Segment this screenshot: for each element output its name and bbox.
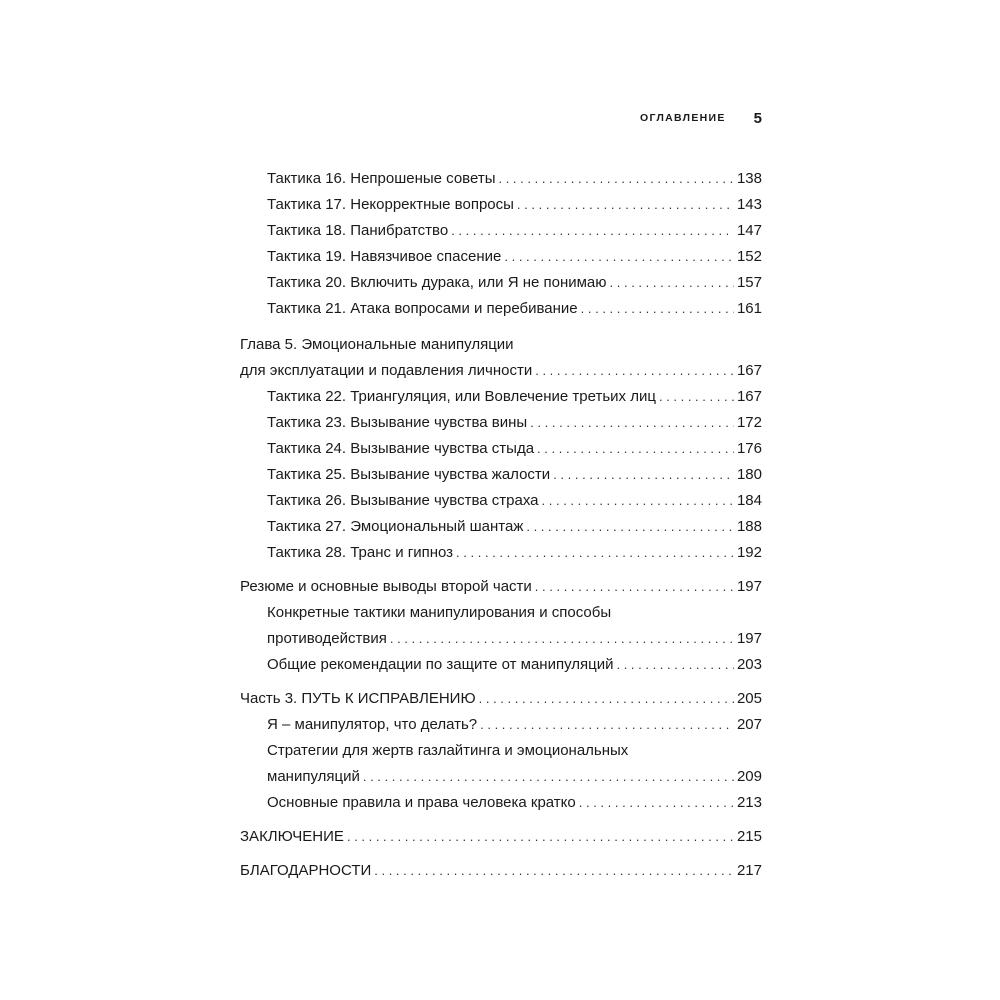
toc-entry-page: 157: [736, 274, 762, 291]
toc-gap: [240, 678, 762, 686]
dot-leader: [616, 652, 734, 678]
toc-entry[interactable]: [240, 296, 762, 322]
dot-leader: [479, 686, 734, 712]
toc-entry-title-line: Стратегии для жертв газлайтинга и эмоциональных: [267, 742, 629, 759]
toc-entry-title: Тактика 21. Атака вопросами и перебивание: [267, 300, 578, 317]
toc-entry-page: 213: [736, 794, 762, 811]
dot-leader: [553, 462, 734, 488]
toc-entry-page: 192: [736, 544, 762, 561]
toc-entry[interactable]: [240, 436, 762, 462]
toc-entry-page: 152: [736, 248, 762, 265]
dot-leader: [451, 218, 734, 244]
dot-leader: [480, 712, 734, 738]
toc-entry-page: 215: [736, 828, 762, 845]
toc-entry-title: для эксплуатации и подавления личности: [240, 362, 533, 379]
dot-leader: [347, 824, 734, 850]
dot-leader: [363, 764, 734, 790]
toc-entry-page: 217: [736, 862, 762, 879]
toc-entry-title: Часть 3. ПУТЬ К ИСПРАВЛЕНИЮ: [240, 690, 476, 707]
dot-leader: [526, 514, 734, 540]
toc-entry-title: Резюме и основные выводы второй части: [240, 578, 532, 595]
running-head-title: ОГЛАВЛЕНИЕ: [640, 112, 726, 124]
dot-leader: [374, 858, 734, 884]
table-of-contents: [240, 166, 762, 884]
toc-entry-page: 167: [736, 388, 762, 405]
toc-gap: [240, 850, 762, 858]
dot-leader: [504, 244, 734, 270]
toc-entry-title: Тактика 17. Некорректные вопросы: [267, 196, 514, 213]
toc-entry-title: Тактика 28. Транс и гипноз: [267, 544, 454, 561]
toc-entry-page: 207: [736, 716, 762, 733]
toc-entry[interactable]: [240, 384, 762, 410]
dot-leader: [390, 626, 734, 652]
toc-entry[interactable]: [240, 166, 762, 192]
toc-entry[interactable]: [240, 192, 762, 218]
toc-entry-title: Тактика 26. Вызывание чувства страха: [267, 492, 539, 509]
dot-leader: [517, 192, 734, 218]
dot-leader: [535, 574, 734, 600]
toc-entry[interactable]: [240, 270, 762, 296]
toc-entry-page: 180: [736, 466, 762, 483]
toc-entry[interactable]: [240, 712, 762, 738]
dot-leader: [581, 296, 734, 322]
toc-gap: [240, 816, 762, 824]
toc-entry-title-line: Глава 5. Эмоциональные манипуляции: [240, 336, 514, 353]
toc-entry[interactable]: [240, 652, 762, 678]
toc-entry-page: 138: [736, 170, 762, 187]
dot-leader: [537, 436, 734, 462]
toc-entry[interactable]: [240, 462, 762, 488]
dot-leader: [456, 540, 734, 566]
toc-entry-title: Тактика 25. Вызывание чувства жалости: [267, 466, 551, 483]
toc-gap: [240, 566, 762, 574]
toc-entry-title: БЛАГОДАРНОСТИ: [240, 862, 372, 879]
toc-entry-title: Тактика 24. Вызывание чувства стыда: [267, 440, 535, 457]
toc-entry[interactable]: [240, 410, 762, 436]
toc-entry-title: Тактика 23. Вызывание чувства вины: [267, 414, 528, 431]
toc-entry-page: 197: [736, 578, 762, 595]
toc-gap: [240, 322, 762, 332]
toc-entry-page: 172: [736, 414, 762, 431]
toc-entry[interactable]: [240, 244, 762, 270]
toc-entry[interactable]: [240, 488, 762, 514]
toc-entry-page: 205: [736, 690, 762, 707]
toc-entry-page: 209: [736, 768, 762, 785]
dot-leader: [610, 270, 734, 296]
dot-leader: [579, 790, 734, 816]
dot-leader: [530, 410, 734, 436]
toc-entry-page: 184: [736, 492, 762, 509]
toc-entry-page: 167: [736, 362, 762, 379]
toc-entry-title: Тактика 20. Включить дурака, или Я не понимаю: [267, 274, 607, 291]
running-head: [600, 110, 762, 126]
toc-entry-title: Я – манипулятор, что делать?: [267, 716, 478, 733]
toc-entry-title: Тактика 19. Навязчивое спасение: [267, 248, 502, 265]
toc-entry[interactable]: [240, 686, 762, 712]
toc-entry[interactable]: [240, 626, 762, 652]
toc-entry-title: ЗАКЛЮЧЕНИЕ: [240, 828, 344, 845]
toc-entry[interactable]: [240, 858, 762, 884]
page-number: 5: [753, 109, 762, 127]
toc-entry[interactable]: [240, 574, 762, 600]
toc-entry-page: 188: [736, 518, 762, 535]
toc-entry-title: манипуляций: [267, 768, 360, 785]
toc-entry-title: Тактика 16. Непрошеные советы: [267, 170, 496, 187]
toc-entry-title: Тактика 22. Триангуляция, или Вовлечение третьих лиц: [267, 388, 656, 405]
toc-entry[interactable]: [240, 358, 762, 384]
toc-entry-page: 143: [736, 196, 762, 213]
toc-entry-title: Тактика 18. Панибратство: [267, 222, 449, 239]
toc-entry[interactable]: [240, 514, 762, 540]
toc-entry-page: 197: [736, 630, 762, 647]
toc-entry[interactable]: [240, 824, 762, 850]
toc-entry[interactable]: [240, 540, 762, 566]
toc-entry-page: 203: [736, 656, 762, 673]
toc-entry[interactable]: [240, 218, 762, 244]
toc-entry[interactable]: [240, 790, 762, 816]
toc-entry-page: 147: [736, 222, 762, 239]
toc-entry-title: противодействия: [267, 630, 387, 647]
toc-entry-page: 176: [736, 440, 762, 457]
toc-entry[interactable]: [240, 764, 762, 790]
toc-entry-title: Общие рекомендации по защите от манипуляций: [267, 656, 614, 673]
dot-leader: [542, 488, 734, 514]
toc-entry-title-line: Конкретные тактики манипулирования и способы: [267, 604, 612, 621]
toc-entry-title: Тактика 27. Эмоциональный шантаж: [267, 518, 524, 535]
toc-entry-title: Основные правила и права человека кратко: [267, 794, 576, 811]
dot-leader: [498, 166, 733, 192]
toc-entry-page: 161: [736, 300, 762, 317]
dot-leader: [535, 358, 734, 384]
dot-leader: [659, 384, 734, 410]
